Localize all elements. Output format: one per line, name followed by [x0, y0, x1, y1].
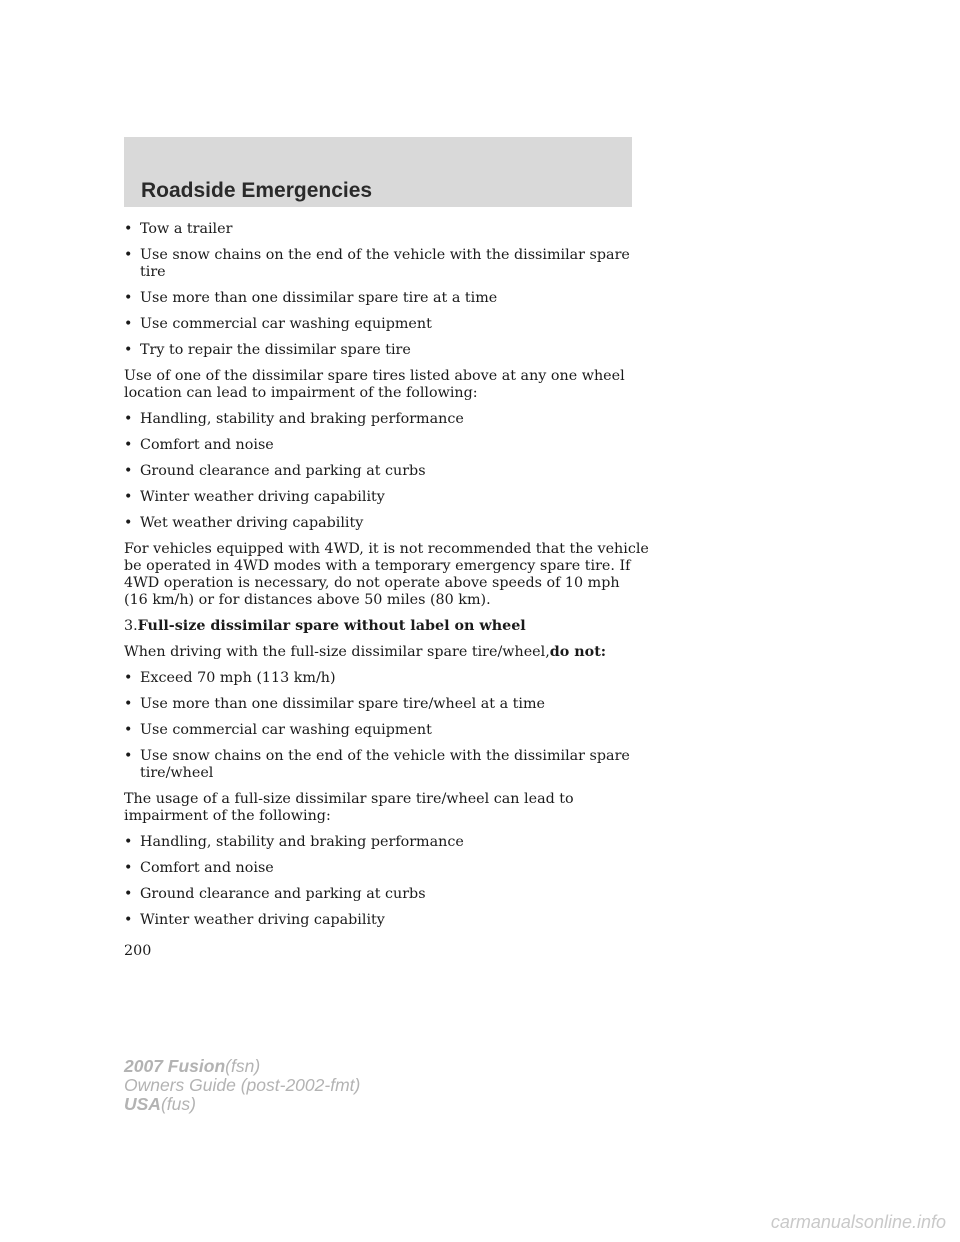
section-3-intro	[124, 644, 644, 661]
bullet-marker: •	[124, 722, 133, 738]
list-item	[124, 860, 644, 877]
list-item	[124, 411, 644, 428]
bullet-list-restrictions	[124, 221, 644, 359]
list-item-text: tire	[140, 264, 166, 280]
section-3-heading	[124, 618, 644, 635]
list-item-text: Tow a trailer	[140, 221, 233, 237]
section-number: 3.	[124, 618, 138, 634]
list-item	[124, 696, 644, 713]
list-item-text: Winter weather driving capability	[140, 489, 385, 505]
bullet-marker: •	[124, 247, 133, 263]
list-item	[124, 748, 644, 782]
paragraph-line: impairment of the following:	[124, 808, 331, 824]
list-item-text: Use commercial car washing equipment	[140, 722, 432, 738]
list-item-text: tire/wheel	[140, 765, 214, 781]
paragraph-impairment	[124, 368, 644, 402]
paragraph-line: be operated in 4WD modes with a temporary emergency spare tire. If	[124, 558, 631, 574]
bullet-marker: •	[124, 221, 133, 237]
bullet-marker: •	[124, 463, 133, 479]
list-item-text: Handling, stability and braking performance	[140, 834, 464, 850]
paragraph-line: Use of one of the dissimilar spare tires listed above at any one wheel	[124, 368, 625, 384]
bullet-marker: •	[124, 696, 133, 712]
bullet-marker: •	[124, 670, 133, 686]
list-item-text: Use more than one dissimilar spare tire/wheel at a time	[140, 696, 546, 712]
list-item-text: Ground clearance and parking at curbs	[140, 886, 426, 902]
watermark: carmanualsonline.info	[770, 1212, 946, 1232]
bullet-marker: •	[124, 834, 133, 850]
page-content	[124, 221, 649, 938]
list-item-text: Use snow chains on the end of the vehicle with the dissimilar spare	[140, 748, 630, 764]
list-item	[124, 912, 644, 929]
list-item-text: Handling, stability and braking performance	[140, 411, 464, 427]
section-heading-text: Full-size dissimilar spare without label on wheel	[137, 618, 526, 634]
section-header	[124, 137, 632, 207]
list-item	[124, 437, 644, 454]
list-item	[124, 489, 644, 506]
paragraph-line: For vehicles equipped with 4WD, it is not recommended that the vehicle	[124, 541, 649, 557]
list-item	[124, 463, 644, 480]
list-item-text: Use more than one dissimilar spare tire at a time	[140, 290, 498, 306]
list-item-text: Wet weather driving capability	[140, 515, 364, 531]
bullet-marker: •	[124, 748, 133, 764]
paragraph-4wd	[124, 541, 649, 609]
bullet-list-impairment-2	[124, 834, 644, 929]
footer-guide: Owners Guide (post-2002-fmt)	[124, 1075, 361, 1095]
list-item-text: Comfort and noise	[140, 860, 274, 876]
intro-text: When driving with the full-size dissimilar spare tire/wheel,	[124, 644, 550, 660]
bullet-marker: •	[124, 411, 133, 427]
list-item-text: Exceed 70 mph (113 km/h)	[140, 670, 336, 686]
footer-region: USA	[124, 1094, 161, 1114]
paragraph-usage	[124, 791, 644, 825]
list-item-text: Ground clearance and parking at curbs	[140, 463, 426, 479]
bullet-marker: •	[124, 515, 133, 531]
list-item-text: Use snow chains on the end of the vehicle with the dissimilar spare	[140, 247, 630, 263]
paragraph-line: (16 km/h) or for distances above 50 miles (80 km).	[124, 592, 491, 608]
paragraph-line: location can lead to impairment of the following:	[124, 385, 478, 401]
section-title: Roadside Emergencies	[141, 179, 373, 202]
list-item	[124, 316, 644, 333]
bullet-marker: •	[124, 912, 133, 928]
footer-model: 2007 Fusion	[124, 1056, 226, 1076]
list-item	[124, 834, 644, 851]
list-item	[124, 670, 644, 687]
paragraph-line: The usage of a full-size dissimilar spare tire/wheel can lead to	[124, 791, 574, 807]
bullet-list-impairment	[124, 411, 644, 532]
document-footer	[124, 1057, 360, 1114]
list-item-text: Use commercial car washing equipment	[140, 316, 432, 332]
list-item	[124, 886, 644, 903]
list-item	[124, 247, 644, 281]
list-item	[124, 221, 644, 238]
footer-model-code: (fsn)	[225, 1056, 261, 1076]
bullet-marker: •	[124, 316, 133, 332]
list-item	[124, 722, 644, 739]
intro-bold-text: do not:	[549, 644, 607, 660]
bullet-marker: •	[124, 290, 133, 306]
list-item	[124, 342, 644, 359]
footer-region-code: (fus)	[160, 1094, 196, 1114]
bullet-marker: •	[124, 860, 133, 876]
paragraph-line: 4WD operation is necessary, do not operate above speeds of 10 mph	[124, 575, 620, 591]
bullet-list-do-not	[124, 670, 644, 782]
list-item-text: Comfort and noise	[140, 437, 274, 453]
list-item-text: Try to repair the dissimilar spare tire	[140, 342, 411, 358]
list-item	[124, 290, 644, 307]
bullet-marker: •	[124, 886, 133, 902]
bullet-marker: •	[124, 342, 133, 358]
bullet-marker: •	[124, 489, 133, 505]
bullet-marker: •	[124, 437, 133, 453]
list-item	[124, 515, 644, 532]
page-number: 200	[124, 943, 152, 959]
list-item-text: Winter weather driving capability	[140, 912, 385, 928]
